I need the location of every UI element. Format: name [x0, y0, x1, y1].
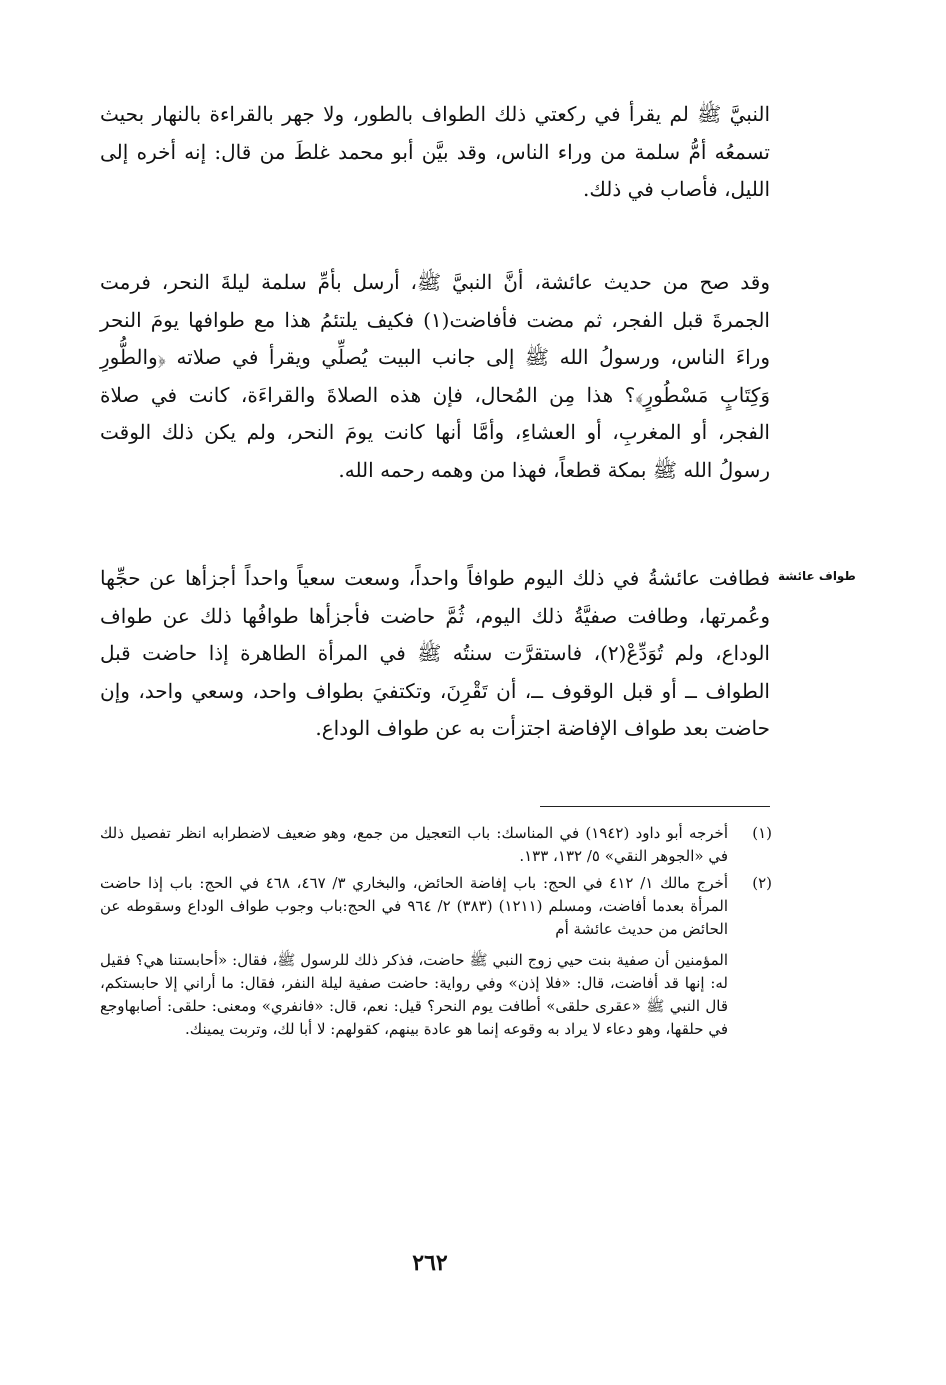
body-paragraph-1: النبيَّ ﷺ لم يقرأ في ركعتي ذلك الطواف بالطور، ولا جهر بالقراءة بالنهار بحيث تسمعُه أمُّ سلمة من وراء الناس، وقد بيَّن أبو محمد غلطَ من قال: إنه أخره إلى الليل، فأصاب في ذلك.: [100, 102, 770, 201]
footnote-number: (٢): [752, 874, 772, 892]
body-paragraph-2: وقد صح من حديث عائشة، أنَّ النبيَّ ﷺ، أرسل بأمِّ سلمة ليلةَ النحر، فرمت الجمرةَ قبل الفجر، ثم مضت فأفاضت(١) فكيف يلتئمُ هذا مع طوافها يومَ النحر وراءَ الناس، ورسولُ الله ﷺ إلى جانب البيت يُصلِّي ويقرأ في صلاته ﴿والطُّورِ وَكِتَابٍ مَسْطُورٍ﴾؟ هذا مِن المُحال، فإن هذه الصلاةَ والقراءَة، كانت في صلاة الفجر، أو المغربِ، أو العشاءِ، وأمَّا أنها كانت يومَ النحر، ولم يكن ذلك الوقت رسولُ الله ﷺ بمكة قطعاً، فهذا من وهمه رحمه الله.: [100, 270, 770, 482]
footnote-number: (١): [752, 824, 772, 842]
footnotes: [100, 822, 772, 1043]
page-number: ٢٦٢: [412, 1250, 448, 1276]
margin-note: طواف عائشة: [778, 569, 856, 583]
footnote-2: [100, 872, 772, 941]
footnote-2-continuation: المؤمنين أن صفية بنت حيي زوج النبي ﷺ حاضت، فذكر ذلك للرسول ﷺ، فقال: «أحابستنا هي؟ فقيل له: إنها قد أفاضت، قال: «فلا إذن» وفي رواية: حاضت صفية ليلة النفر، فقال: ما أراني إلا حابستكم، قال النبي ﷺ «عقرى حلقى» أطافت يوم النحر؟ قيل: نعم، قال: «فانفري» ومعنى: حلقى: أصابهاوجع في حلقها، وهو دعاء لا يراد به وقوعه إنما هو عادة بينهم، كقولهم: لا أبا لك، وتربت يمينك.: [100, 951, 728, 1038]
footnote-separator: [540, 806, 770, 807]
body-paragraph-3: فطافت عائشةُ في ذلك اليوم طوافاً واحداً، وسعت سعياً واحداً أجزأها عن حجِّها وعُمرتها، وطافت صفيَّةُ ذلك اليوم، ثُمَّ حاضت فأجزأها طوافُها ذلك عن طواف الوداع، ولم تُوَدِّعْ(٢)، فاستقرَّت سنتُه ﷺ في المرأة الطاهرة إذا حاضت قبل الطواف ــ أو قبل الوقوف ــ، أن تَقْرِنَ، وتكتفيَ بطواف واحد، وسعي واحد، وإن حاضت بعد طواف الإفاضة اجتزأت به عن طواف الوداع.: [100, 566, 770, 740]
footnote-text: أخرج مالك ١/ ٤١٢ في الحج: باب إفاضة الحائض، والبخاري ٣/ ٤٦٧، ٤٦٨ في الحج: باب إذا حاضت المرأة بعدما أفاضت، ومسلم (١٢١١) (٣٨٣) ٢/ ٩٦٤ في الحج:باب وجوب طواف الوداع وسقوطه عن الحائض من حديث عائشة أم: [100, 874, 729, 938]
footnote-text: أخرجه أبو داود (١٩٤٢) في المناسك: باب التعجيل من جمع، وهو ضعيف لاضطرابه انظر تفصيل ذلك في «الجوهر النقي» ٥/ ١٣٢، ١٣٣.: [100, 824, 728, 865]
footnote-1: [100, 822, 772, 868]
